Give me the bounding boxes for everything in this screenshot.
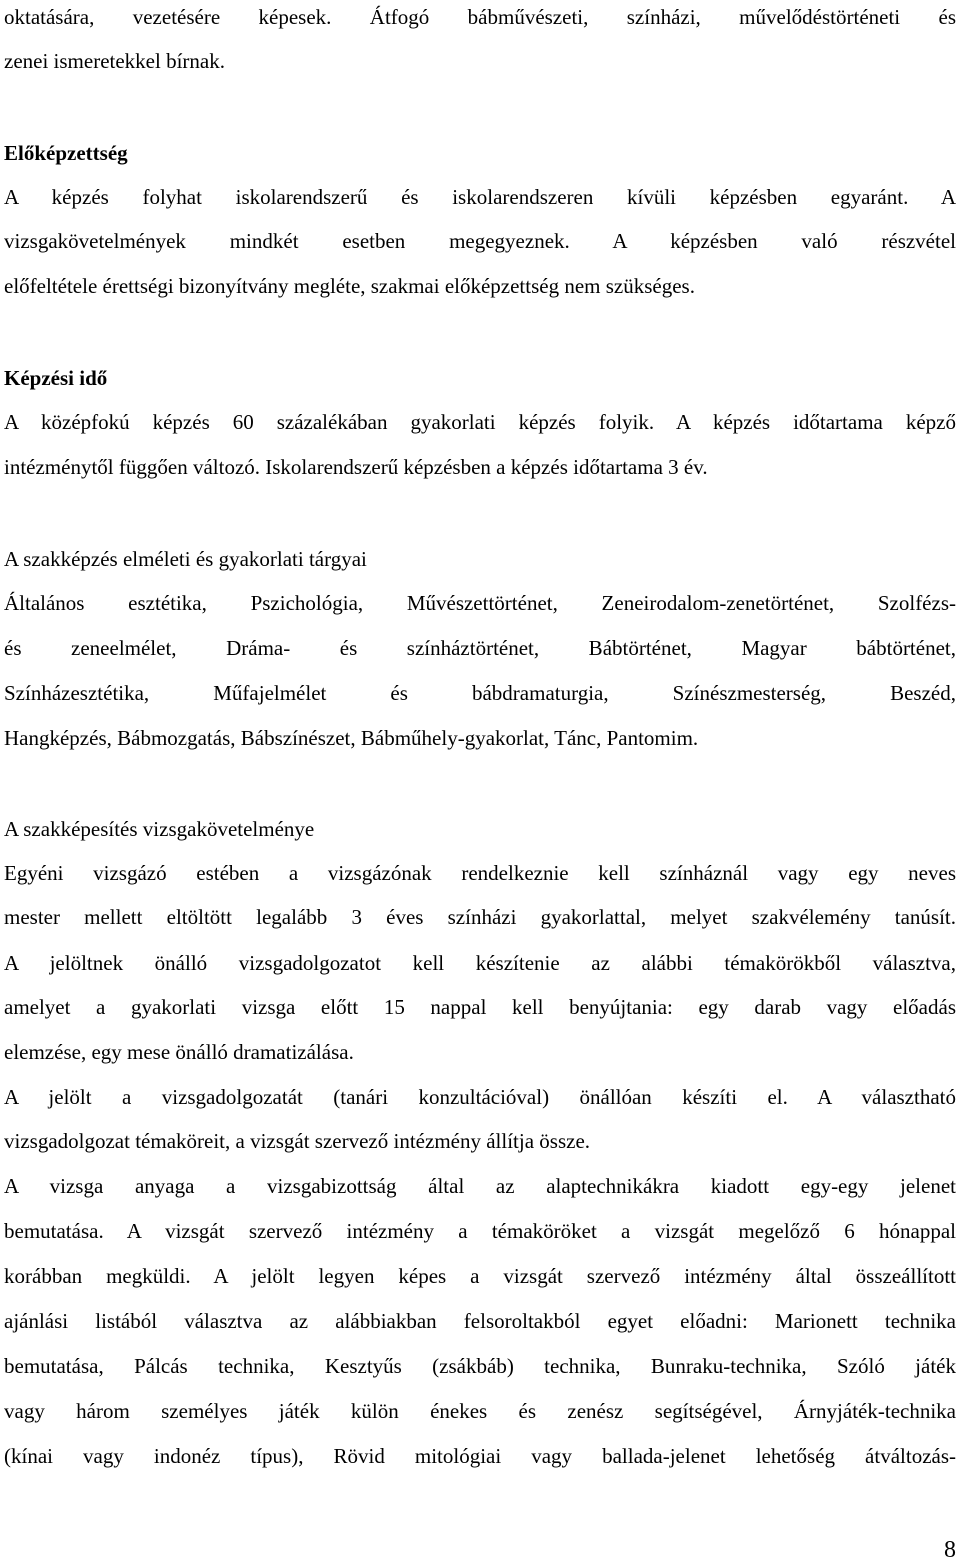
body-text-line: ajánlási listából választva az alábbiakban felsoroltakból egyet előadni: Marionett technika [4, 1309, 956, 1333]
body-text-line: korábban megküldi. A jelölt legyen képes a vizsgát szervező intézmény által összeállított [4, 1264, 956, 1288]
body-text-line: Egyéni vizsgázó estében a vizsgázónak rendelkeznie kell színháznál vagy egy neves [4, 861, 956, 885]
body-text-line: Színházesztétika, Műfajelmélet és bábdramaturgia, Színészmesterség, Beszéd, [4, 681, 956, 705]
body-text-line: bemutatása, Pálcás technika, Kesztyűs (zsákbáb) technika, Bunraku-technika, Szóló játék [4, 1354, 956, 1378]
body-text-line: A vizsga anyaga a vizsgabizottság által az alaptechnikákra kiadott egy-egy jelenet [4, 1174, 956, 1198]
body-text-line: zenei ismeretekkel bírnak. [4, 49, 225, 73]
body-text-line: A középfokú képzés 60 százalékában gyakorlati képzés folyik. A képzés időtartama képző [4, 410, 956, 434]
body-text-line: A képzés folyhat iskolarendszerű és iskolarendszeren kívüli képzésben egyaránt. A [4, 185, 956, 209]
section-heading-duration: Képzési idő [4, 366, 108, 390]
body-text-line: vagy három személyes játék külön énekes és zenész segítségével, Árnyjáték-technika [4, 1399, 956, 1423]
body-text-line: amelyet a gyakorlati vizsga előtt 15 nappal kell benyújtania: egy darab vagy előadás [4, 995, 956, 1019]
body-text-line: előfeltétele érettségi bizonyítvány megléte, szakmai előképzettség nem szükséges. [4, 274, 695, 298]
body-text-line: bemutatása. A vizsgát szervező intézmény a témaköröket a vizsgát megelőző 6 hónappal [4, 1219, 956, 1243]
body-text-line: mester mellett eltöltött legalább 3 éves színházi gyakorlattal, melyet szakvélemény tanúsít. [4, 905, 956, 929]
body-text-line: Hangképzés, Bábmozgatás, Bábszínészet, Bábműhely-gyakorlat, Tánc, Pantomim. [4, 726, 699, 750]
body-text-line: és zeneelmélet, Dráma- és színháztörténet, Bábtörténet, Magyar bábtörténet, [4, 636, 956, 660]
body-text-line: intézménytől függően változó. Iskolarendszerű képzésben a képzés időtartama 3 év. [4, 455, 708, 479]
section-heading-prerequisites: Előképzettség [4, 141, 128, 165]
body-text-line: A jelöltnek önálló vizsgadolgozatot kell készítenie az alábbi témakörökből választva, [4, 951, 956, 975]
body-text-line: vizsgadolgozat témaköreit, a vizsgát szervező intézmény állítja össze. [4, 1129, 591, 1153]
body-text-line: oktatására, vezetésére képesek. Átfogó bábművészeti, színházi, művelődéstörténeti és [4, 5, 956, 29]
section-heading-subjects: A szakképzés elméleti és gyakorlati tárgyai [4, 547, 367, 571]
body-text-line: (kínai vagy indonéz típus), Rövid mitológiai vagy ballada-jelenet lehetőség átváltozás- [4, 1444, 956, 1468]
page-number: 8 [944, 1537, 956, 1563]
body-text-line: vizsgakövetelmények mindkét esetben megegyeznek. A képzésben való részvétel [4, 229, 956, 253]
body-text-line: A jelölt a vizsgadolgozatát (tanári konzultációval) önállóan készíti el. A választható [4, 1085, 956, 1109]
section-heading-exam-requirements: A szakképesítés vizsgakövetelménye [4, 817, 315, 841]
body-text-line: Általános esztétika, Pszichológia, Művészettörténet, Zeneirodalom-zenetörténet, Szolfézs- [4, 591, 956, 615]
body-text-line: elemzése, egy mese önálló dramatizálása. [4, 1040, 354, 1064]
